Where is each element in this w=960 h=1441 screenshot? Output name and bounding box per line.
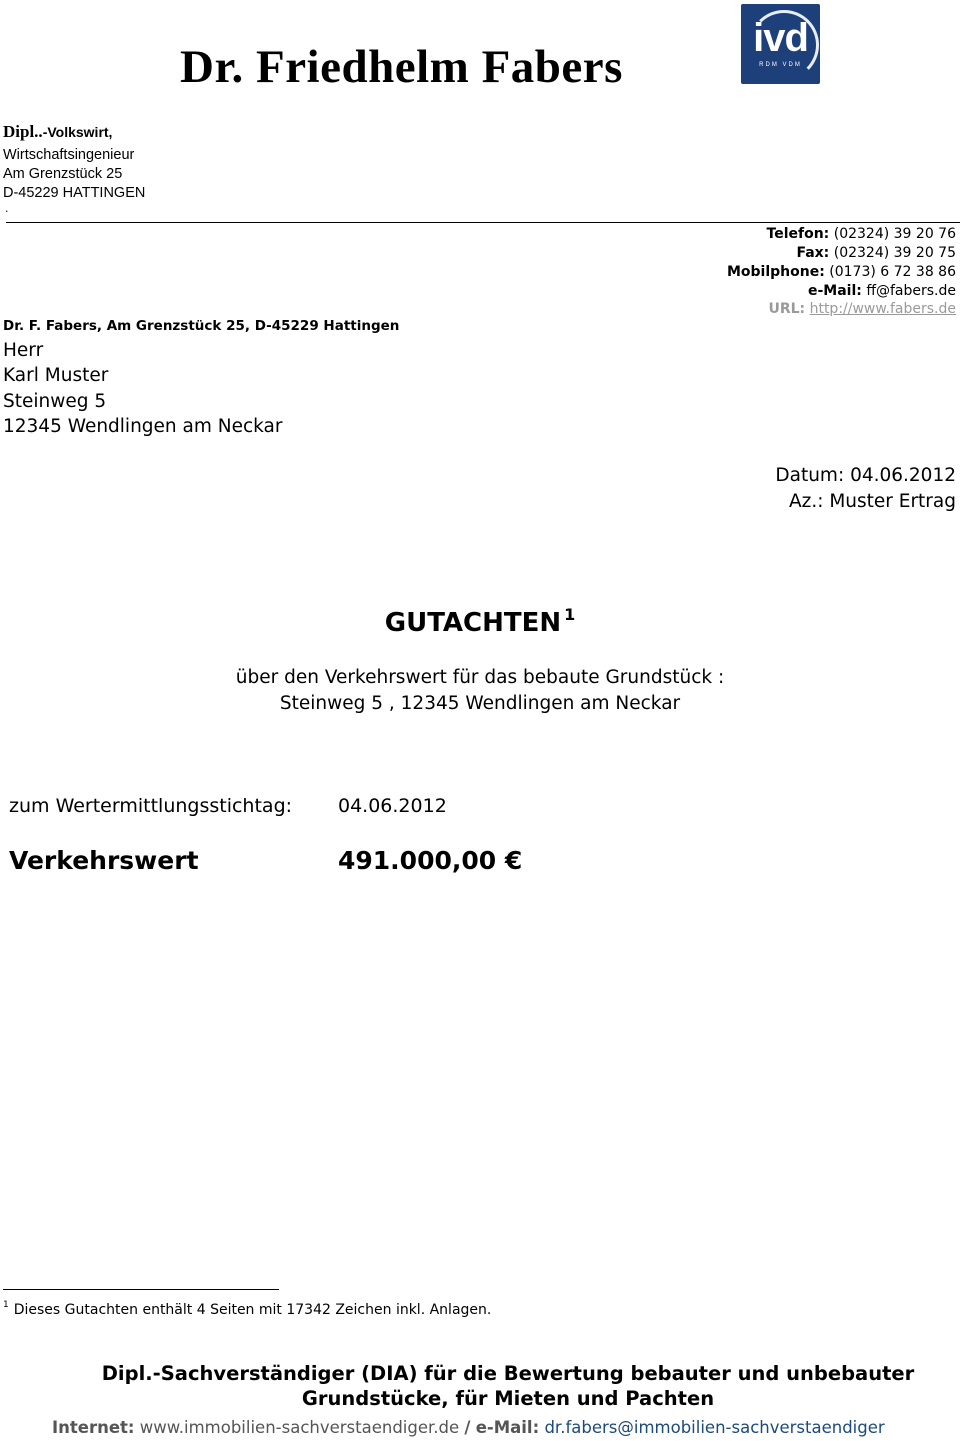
ivd-logo — [741, 4, 820, 84]
logo-subtext: RDM VDM — [759, 62, 802, 68]
contact-url: URL: http://www.fabers.de — [768, 301, 956, 317]
valuation-date: 04.06.2012 — [338, 795, 447, 817]
degree-line — [3, 122, 112, 142]
recipient-name: Karl Muster — [3, 365, 109, 386]
degree-rest: -Volkswirt, — [42, 124, 113, 140]
degree-prefix: Dipl.. — [3, 122, 43, 141]
footnote-divider — [3, 1289, 279, 1290]
recipient-salutation: Herr — [3, 340, 44, 361]
logo-text: ivd — [753, 16, 808, 60]
footer-email-link[interactable]: dr.fabers@immobilien-sachverstaendiger — [544, 1418, 885, 1437]
contact-fax: Fax: (02324) 39 20 75 — [796, 245, 956, 261]
document-title: GUTACHTEN $^1$ — [384, 605, 576, 638]
title-footnote-mark: 1 — [564, 605, 576, 624]
valuation-date-label: zum Wertermittlungsstichtag: — [9, 795, 293, 817]
subject-line-1: über den Verkehrswert für das bebaute Grundstück : — [235, 667, 725, 688]
recipient-street: Steinweg 5 — [3, 391, 107, 412]
author-name: Dr. Friedhelm Fabers — [180, 41, 623, 93]
sender-city: D-45229 HATTINGEN — [3, 185, 146, 201]
market-value: 491.000,00 € — [338, 846, 523, 875]
footer-contact: Internet: www.immobilien-sachverstaendiger.de / e-Mail: dr.fabers@immobilien-sachverstaendiger — [52, 1418, 885, 1437]
return-address: Dr. F. Fabers, Am Grenzstück 25, D-45229 Hattingen — [3, 318, 400, 334]
header-divider — [6, 222, 960, 223]
recipient-city: 12345 Wendlingen am Neckar — [3, 416, 283, 437]
contact-mobile: Mobilphone: (0173) 6 72 38 86 — [726, 264, 956, 280]
sender-dot: . — [5, 202, 9, 215]
contact-phone: Telefon: (02324) 39 20 76 — [766, 226, 956, 242]
document-date: Datum: 04.06.2012 — [775, 465, 956, 486]
market-value-label: Verkehrswert — [9, 846, 199, 875]
footer-website-link[interactable]: www.immobilien-sachverstaendiger.de — [139, 1418, 460, 1437]
footnote-text: Dieses Gutachten enthält 4 Seiten mit 17342 Zeichen inkl. Anlagen. — [13, 1302, 492, 1318]
contact-email: e-Mail: ff@fabers.de — [808, 283, 956, 299]
subject-line-2: Steinweg 5 , 12345 Wendlingen am Neckar — [279, 693, 681, 714]
footer-qualification-1: Dipl.-Sachverständiger (DIA) für die Bewertung bebauter und unbebauter — [101, 1362, 915, 1385]
sender-street: Am Grenzstück 25 — [3, 166, 123, 182]
document-reference: Az.: Muster Ertrag — [788, 491, 956, 512]
footnote — [3, 1300, 491, 1318]
footer-qualification-2: Grundstücke, für Mieten und Pachten — [301, 1387, 715, 1410]
website-link[interactable]: http://www.fabers.de — [809, 301, 956, 317]
sender-profession: Wirtschaftsingenieur — [3, 147, 135, 163]
footnote-mark: 1 — [3, 1300, 9, 1310]
